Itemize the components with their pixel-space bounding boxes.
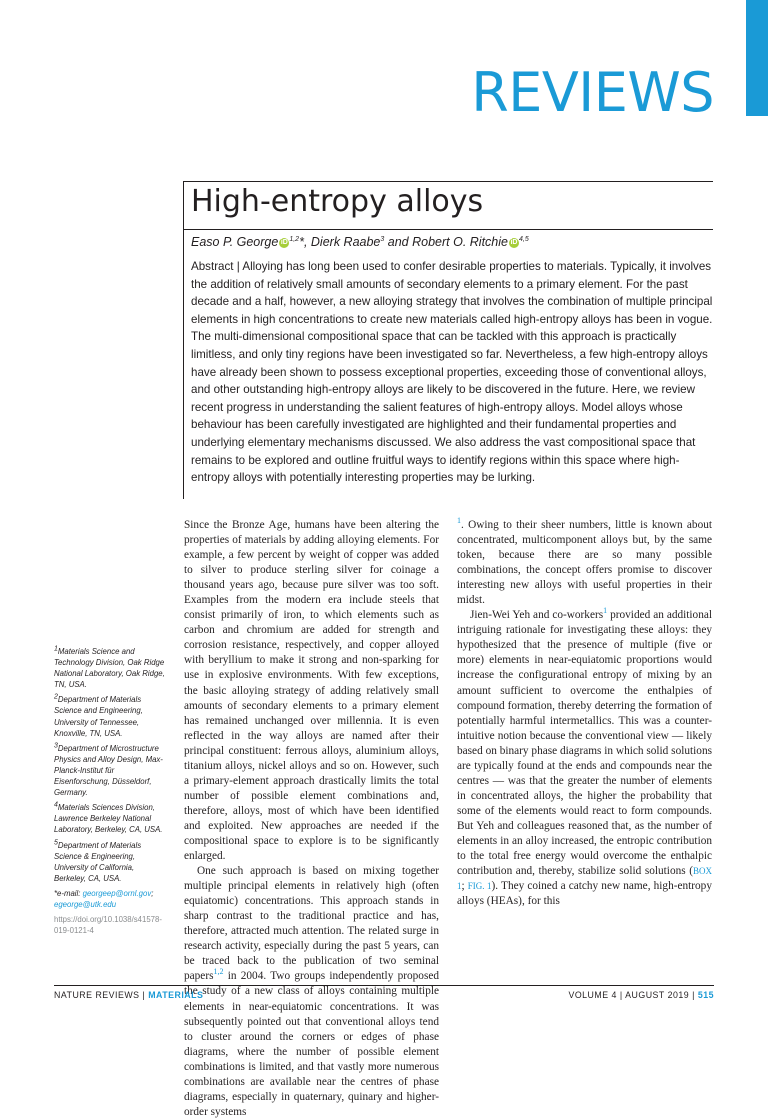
author-name: Robert O. Ritchie — [412, 235, 508, 249]
author-separator: , — [303, 235, 311, 249]
body-text: Jien-Wei Yeh and co-workers — [470, 609, 604, 622]
affiliations — [54, 646, 166, 940]
abstract — [191, 258, 717, 487]
affiliation-sup: 4 — [54, 801, 58, 809]
affiliation-sup: 3 — [54, 742, 58, 750]
abstract-label: Abstract — [191, 260, 234, 273]
email-link[interactable]: georgeep@ornl.gov — [82, 888, 152, 898]
section-color-tab — [746, 0, 768, 116]
orcid-icon[interactable]: iD — [280, 238, 288, 246]
reference-link[interactable]: 1 — [457, 516, 461, 526]
author-affil-sup: 3 — [380, 235, 385, 243]
body-column-left — [184, 518, 439, 1120]
abstract-text: Alloying has long been used to confer desirable properties to materials. Typically, it involves the addition of relatively small amounts of secondary elements to a primary element. For the past decade and a half, however, a new alloying strategy that involves the combination of multiple principal elements in high concentrations to create new materials called high-entropy alloys has been in vogue. The multi-dimensional compositional space that can be tackled with this approach is practically limitless, and only tiny regions have been investigated so far. Nevertheless, a few high-entropy alloys have already been shown to possess exceptional properties, exceeding those of conventional alloys, and other outstanding high-entropy alloys are likely to be discovered in the future. Here, we review recent progress in understanding the salient features of high-entropy alloys. Model alloys whose behaviour has been carefully investigated are highlighted and their fundamental properties and underlying elementary mechanisms discussed. We also address the vast compositional space that remains to be explored and outline fruitful ways to identify regions within this space where high-entropy alloys with potentially interesting properties may be lurking. — [191, 260, 713, 485]
body-text: ; — [461, 880, 468, 893]
author-and: and — [384, 235, 413, 249]
title-bottom-rule — [183, 229, 713, 230]
affiliation-item — [54, 646, 166, 690]
corresponding-mark: * — [299, 235, 304, 249]
body-text: One such approach is based on mixing together multiple principal elements in relatively high (often equiatomic) concentrations. This approach stands in sharp contrast to the traditional practice and has, therefore, attracted much attention. The related surge in research activity, especially during the past 5 years, can be traced back to the publication of two seminal papers — [184, 865, 439, 983]
body-paragraph — [457, 518, 712, 608]
author-affil-sup: 4,5 — [518, 235, 529, 243]
orcid-icon[interactable]: iD — [510, 238, 518, 246]
abstract-divider: | — [233, 260, 243, 273]
author-name: Easo P. George — [191, 235, 279, 249]
affiliation-item — [54, 802, 166, 835]
journal-name: NATURE REVIEWS — [54, 990, 140, 1000]
footer-divider: | — [139, 990, 149, 1000]
body-paragraph — [184, 864, 439, 1120]
affiliation-item — [54, 840, 166, 884]
affiliation-text: Materials Sciences Division, Lawrence Berkeley National Laboratory, Berkeley, CA, USA. — [54, 803, 163, 835]
body-text: ). They coined a catchy new name, high-entropy alloys (HEAs), for this — [457, 880, 712, 908]
footer-rule — [54, 985, 714, 986]
reference-link[interactable]: 1 — [603, 606, 608, 616]
body-text: in 2004. Two groups independently proposed the study of a new class of alloys containing multiple elements in near-equiatomic concentrations. It was subsequently pointed out that conventional alloys tend to cluster around the corners or edges of phase diagrams, where the number of possible element combinations is limited, and that vastly more numerous combinations are available near the centres of phase diagrams, especially in quaternary, quinary and higher-order systems — [184, 970, 439, 1118]
article-title: High-entropy alloys — [191, 184, 484, 219]
figure-link[interactable]: FIG. 1 — [467, 881, 492, 892]
author-affil-sup: 1,2 — [289, 235, 300, 243]
doi-link[interactable]: https://doi.org/10.1038/s41578-019-0121-4 — [54, 915, 162, 936]
affiliation-text: Materials Science and Technology Division, Oak Ridge National Laboratory, Oak Ridge, TN, USA. — [54, 647, 165, 690]
box-link[interactable]: BOX 1 — [457, 866, 712, 892]
affiliation-item — [54, 694, 166, 738]
reference-link[interactable]: 1,2 — [213, 967, 224, 977]
affiliation-text: Department of Microstructure Physics and Alloy Design, Max-Planck-Institut für Eisenforschung, Düsseldorf, Germany. — [54, 743, 163, 798]
section-label: REVIEWS — [471, 61, 714, 124]
body-column-right — [457, 518, 712, 909]
page-number: 515 — [697, 990, 714, 1000]
body-text: provided an additional intriguing rationale for investigating these alloys: they hypothesized that the presence of multiple (five or more) elements in near-equiatomic proportions would increase the configurational entropy of mixing by an amount sufficient to overcome the enthalpies of compound formation, thereby deterring the formation of potentially harmful intermetallics. This was a counter-intuitive notion because the conventional view — likely based on binary phase diagrams in which solid solutions are typically found at the ends and compounds near the centres — was that the greater the number of elements in concentrated alloys, the higher the probability that some of the elements would react to form compounds. But Yeh and colleagues reasoned that, as the number of elements in an alloy increased, the entropic contribution to the total free energy would overcome the enthalpic contribution and, thereby, stabilize solid solutions ( — [457, 609, 712, 878]
author-name: Dierk Raabe — [310, 235, 381, 249]
body-paragraph: Since the Bronze Age, humans have been altering the properties of materials by adding alloying elements. For example, a few percent by weight of copper was added to silver to produce sterling silver for coinage a thousand years ago, because pure silver was too soft. Examples from the modern era include steels that consist primarily of iron, to which elements such as carbon and chromium are added for strength and corrosion resistance, respectively, and copper alloyed with beryllium to make it strong and non-sparking for use in explosive environments. With few exceptions, the basic alloying strategy of adding relatively small amounts of secondary elements to a primary element has remained unchanged over millennia. It is even reflected in the way alloys are named after their principal constituent: ferrous alloys, aluminium alloys, titanium alloys, nickel alloys and so on. However, such a primary-element approach drastically limits the total number of possible element combinations and, therefore, alloys, most of which have been identified and exploited. New approaches are needed if the compositional space to explore is to be significantly enlarged. — [184, 519, 439, 863]
body-paragraph — [457, 608, 712, 909]
email-link[interactable]: egeorge@utk.edu — [54, 899, 117, 909]
email-label: *e-mail: — [54, 888, 83, 898]
affiliation-sup: 1 — [54, 645, 58, 653]
footer-issue — [568, 990, 714, 1000]
affiliation-text: Department of Materials Science and Engineering, University of Tennessee, Knoxville, TN, USA. — [54, 695, 143, 738]
title-top-rule — [183, 181, 713, 182]
footer-journal — [54, 990, 203, 1000]
email-line — [54, 888, 166, 910]
body-text: . Owing to their sheer numbers, little is known about concentrated, multicomponent alloys but, by the same token, because there are so many possible combinations, the concept offers promise to discover interesting new alloys with useful properties in their midst. — [457, 519, 712, 607]
affiliation-text: Department of Materials Science & Engineering, University of California, Berkeley, CA, USA. — [54, 840, 142, 883]
affiliation-item — [54, 743, 166, 798]
email-separator: ; — [151, 888, 154, 898]
issue-info: VOLUME 4 | AUGUST 2019 | — [568, 990, 698, 1000]
affiliation-sup: 5 — [54, 838, 58, 846]
journal-section: MATERIALS — [148, 990, 204, 1000]
author-list — [191, 235, 529, 249]
affiliation-sup: 2 — [54, 693, 58, 701]
